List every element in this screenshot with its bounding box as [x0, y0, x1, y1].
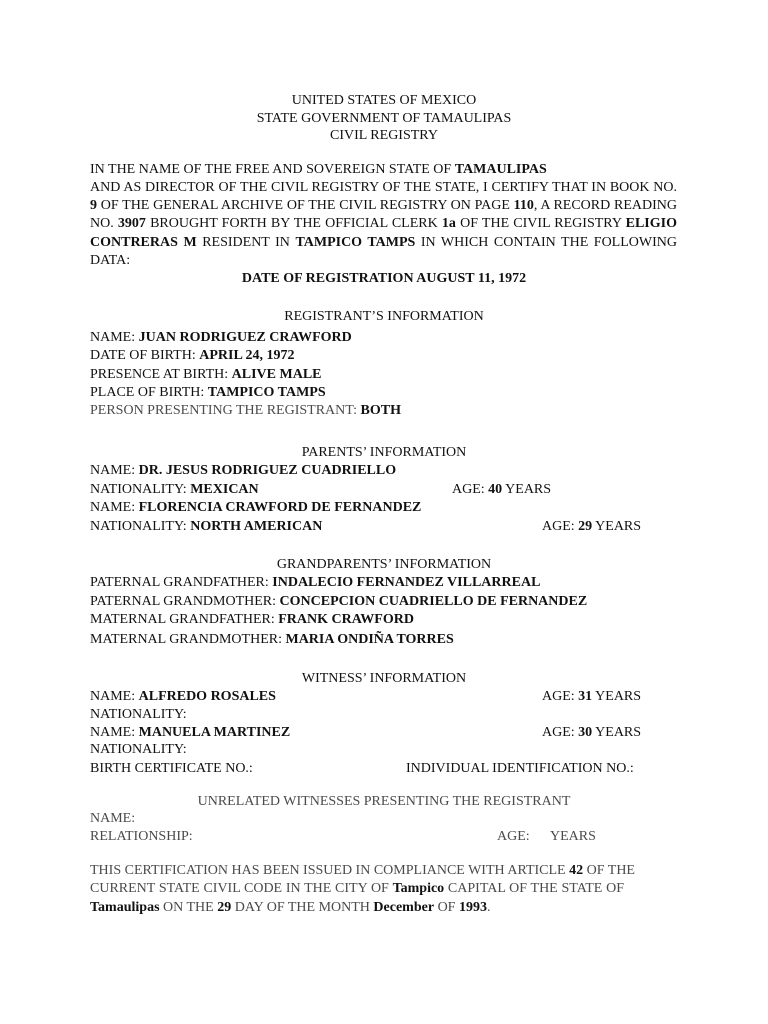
- father-nationality-row: NATIONALITY: MEXICAN: [90, 482, 259, 497]
- closing-line-3: Tamaulipas ON THE 29 DAY OF THE MONTH December OF 1993.: [90, 900, 491, 915]
- father-name-row: NAME: DR. JESUS RODRIGUEZ CUADRIELLO: [90, 463, 397, 478]
- registrant-place: TAMPICO TAMPS: [207, 385, 326, 400]
- intro-line-2: AND AS DIRECTOR OF THE CIVIL REGISTRY OF THE STATE, I CERTIFY THAT IN BOOK NO.: [90, 180, 677, 195]
- registrant-name: JUAN RODRIGUEZ CRAWFORD: [138, 330, 352, 345]
- paternal-grandfather-row: PATERNAL GRANDFATHER: INDALECIO FERNANDEZ VILLARREAL: [90, 575, 541, 590]
- issue-month: December: [373, 900, 435, 915]
- father-nationality: MEXICAN: [190, 482, 259, 497]
- registrant-presenting: BOTH: [360, 403, 401, 418]
- witnesses-heading: WITNESS’ INFORMATION: [301, 671, 467, 686]
- registrant-presence-row: PRESENCE AT BIRTH: ALIVE MALE: [90, 367, 322, 382]
- unrelated-years-label: YEARS: [550, 829, 596, 844]
- registrant-presence: ALIVE MALE: [231, 367, 322, 382]
- issue-day: 29: [217, 900, 232, 915]
- registrant-dob-row: DATE OF BIRTH: APRIL 24, 1972: [90, 348, 295, 363]
- maternal-grandfather-row: MATERNAL GRANDFATHER: FRANK CRAWFORD: [90, 612, 414, 627]
- registrant-presenting-row: PERSON PRESENTING THE REGISTRANT: BOTH: [90, 403, 401, 418]
- parents-heading: PARENTS’ INFORMATION: [301, 445, 467, 460]
- father-age-row: AGE: 40 YEARS: [452, 482, 552, 497]
- intro-line-1: IN THE NAME OF THE FREE AND SOVEREIGN STATE OF TAMAULIPAS: [90, 162, 547, 177]
- page-number: 110: [513, 198, 534, 213]
- witness1-age-row: AGE: 31 YEARS: [542, 689, 642, 704]
- paternal-grandfather: INDALECIO FERNANDEZ VILLARREAL: [272, 575, 541, 590]
- header-country: UNITED STATES OF MEXICO: [291, 93, 477, 108]
- maternal-grandmother-row: MATERNAL GRANDMOTHER: MARIA ONDIÑA TORRES: [90, 632, 454, 647]
- paternal-grandmother-row: PATERNAL GRANDMOTHER: CONCEPCION CUADRIELLO DE FERNANDEZ: [90, 594, 588, 609]
- clerk-number: 1a: [441, 216, 456, 231]
- unrelated-name-label: NAME:: [90, 811, 136, 826]
- intro-line-5: CONTRERAS M RESIDENT IN TAMPICO TAMPS IN WHICH CONTAIN THE FOLLOWING: [90, 235, 677, 250]
- witness2-age-row: AGE: 30 YEARS: [542, 725, 642, 740]
- registrant-name-row: NAME: JUAN RODRIGUEZ CRAWFORD: [90, 330, 352, 345]
- mother-age: 29: [578, 519, 593, 534]
- witness1-age: 31: [578, 689, 593, 704]
- residence-city: TAMPICO TAMPS: [295, 235, 416, 250]
- paternal-grandmother: CONCEPCION CUADRIELLO DE FERNANDEZ: [279, 594, 588, 609]
- header-civil-registry: CIVIL REGISTRY: [330, 128, 438, 143]
- birth-certificate-label: BIRTH CERTIFICATE NO.:: [90, 761, 253, 776]
- unrelated-relationship-label: RELATIONSHIP:: [90, 829, 193, 844]
- maternal-grandfather: FRANK CRAWFORD: [278, 612, 414, 627]
- issue-city: Tampico: [392, 881, 445, 896]
- mother-nationality-row: NATIONALITY: NORTH AMERICAN: [90, 519, 323, 534]
- date-of-registration: DATE OF REGISTRATION AUGUST 11, 1972: [241, 271, 527, 286]
- mother-name: FLORENCIA CRAWFORD DE FERNANDEZ: [138, 500, 422, 515]
- father-name: DR. JESUS RODRIGUEZ CUADRIELLO: [138, 463, 397, 478]
- witness1-nationality-label: NATIONALITY:: [90, 707, 187, 722]
- registrant-heading: REGISTRANT’S INFORMATION: [284, 309, 484, 324]
- mother-nationality: NORTH AMERICAN: [190, 519, 323, 534]
- intro-line-3: 9 OF THE GENERAL ARCHIVE OF THE CIVIL REGISTRY ON PAGE 110, A RECORD READING: [90, 198, 677, 213]
- unrelated-age-label: AGE:: [497, 829, 530, 844]
- intro-line-4: NO. 3907 BROUGHT FORTH BY THE OFFICIAL CLERK 1a OF THE CIVIL REGISTRY ELIGIO: [90, 216, 677, 231]
- witness2-age: 30: [578, 725, 593, 740]
- closing-line-2: CURRENT STATE CIVIL CODE IN THE CITY OF Tampico CAPITAL OF THE STATE OF: [90, 881, 624, 896]
- article-number: 42: [569, 863, 584, 878]
- official-name-part2: CONTRERAS M: [90, 235, 197, 250]
- unrelated-heading: UNRELATED WITNESSES PRESENTING THE REGISTRANT: [197, 794, 571, 809]
- witness2-nationality-label: NATIONALITY:: [90, 742, 187, 757]
- registrant-dob: APRIL 24, 1972: [199, 348, 295, 363]
- issue-state: Tamaulipas: [90, 900, 160, 915]
- witness1-name-row: NAME: ALFREDO ROSALES: [90, 689, 276, 704]
- record-number: 3907: [117, 216, 146, 231]
- book-number: 9: [90, 198, 97, 213]
- witness2-name-row: NAME: MANUELA MARTINEZ: [90, 725, 291, 740]
- father-age: 40: [488, 482, 503, 497]
- mother-age-row: AGE: 29 YEARS: [542, 519, 642, 534]
- intro-line-6: DATA:: [90, 253, 131, 268]
- witness1-name: ALFREDO ROSALES: [138, 689, 276, 704]
- issue-year: 1993: [458, 900, 487, 915]
- witness2-name: MANUELA MARTINEZ: [138, 725, 291, 740]
- individual-id-label: INDIVIDUAL IDENTIFICATION NO.:: [406, 761, 634, 776]
- registrant-place-row: PLACE OF BIRTH: TAMPICO TAMPS: [90, 385, 326, 400]
- official-name-part1: ELIGIO: [625, 216, 677, 231]
- maternal-grandmother: MARIA ONDIÑA TORRES: [285, 632, 454, 647]
- intro-state: TAMAULIPAS: [454, 162, 547, 177]
- grandparents-heading: GRANDPARENTS’ INFORMATION: [276, 557, 492, 572]
- mother-name-row: NAME: FLORENCIA CRAWFORD DE FERNANDEZ: [90, 500, 422, 515]
- header-state-government: STATE GOVERNMENT OF TAMAULIPAS: [256, 111, 512, 126]
- closing-line-1: THIS CERTIFICATION HAS BEEN ISSUED IN COMPLIANCE WITH ARTICLE 42 OF THE: [90, 863, 635, 878]
